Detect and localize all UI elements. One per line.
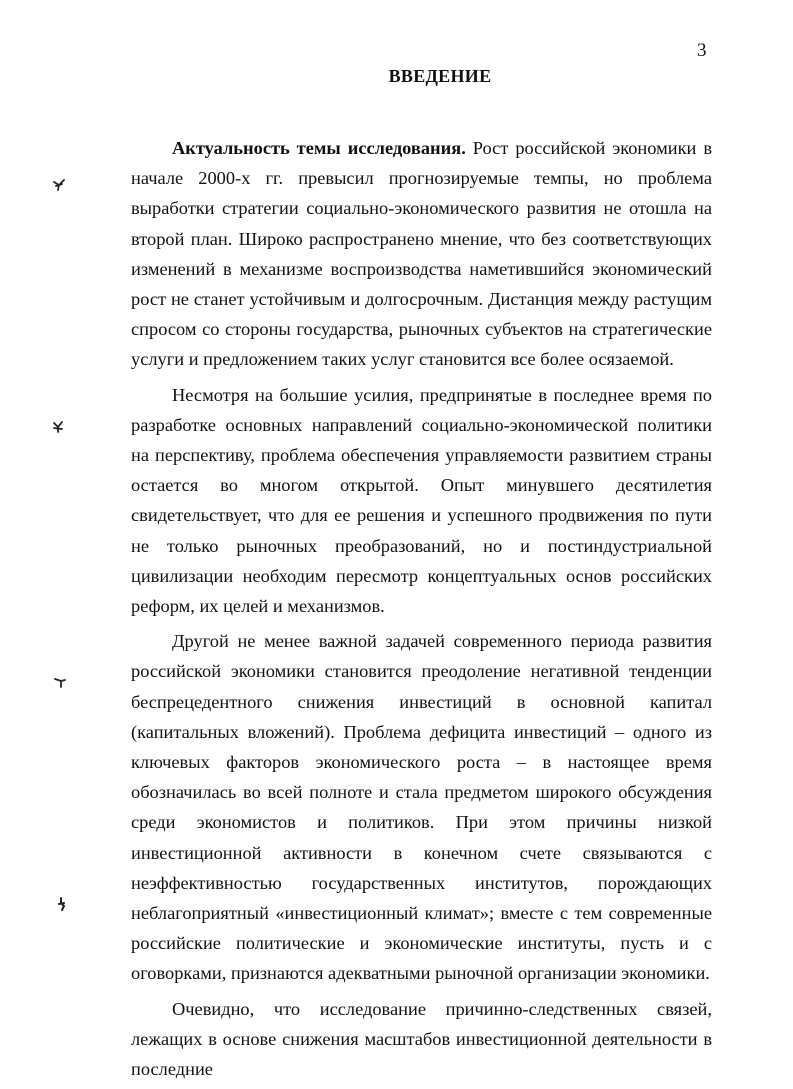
ink-mark-icon bbox=[51, 420, 65, 434]
paragraph-1-lead: Актуальность темы исследования. bbox=[172, 138, 466, 158]
ink-mark-icon bbox=[55, 897, 69, 911]
ink-mark-icon bbox=[53, 675, 67, 689]
paragraph-4: Очевидно, что исследование причинно-следственных связей, лежащих в основе снижения масштабов инвестиционной деятельности в последние bbox=[131, 998, 712, 1080]
paragraph-1 bbox=[131, 133, 712, 375]
section-title: ВВЕДЕНИЕ bbox=[388, 66, 492, 86]
ink-mark-icon bbox=[52, 177, 66, 191]
paragraph-3: Другой не менее важной задачей современного периода развития российской экономики становится преодоление негативной тенденции беспрецедентного снижения инвестиций в основной капитал (капитальных вложений). Проблема дефицита инвестиций – одного из ключевых факторов экономического роста – в настоящее время обозначилась во всей полноте и стала предметом широкого обсуждения среди экономистов и политиков. При этом причины низкой инвестиционной активности в конечном счете связываются с неэффективностью государственных институтов, порождающих неблагоприятный «инвестиционный климат»; вместе с тем современные российские политические и экономические институты, пусть и с оговорками, признаются адекватными рыночной организации экономики. bbox=[131, 631, 712, 984]
body-text bbox=[131, 133, 712, 1089]
paragraph-2: Несмотря на большие усилия, предпринятые в последнее время по разработке основных направлений социально-экономической политики на перспективу, проблема обеспечения управляемости развитием страны остается во многом открытой. Опыт минувшего десятилетия свидетельствует, что для ее решения и успешного продвижения по пути не только рыночных преобразований, но и постиндустриальной цивилизации необходим пересмотр концептуальных основ российских реформ, их целей и механизмов. bbox=[131, 384, 712, 617]
page-number: 3 bbox=[697, 40, 707, 61]
paragraph-1-text: Рост российской экономики в начале 2000-х гг. превысил прогнозируемые темпы, но проблема выработки стратегии социально-экономического развития не отошла на второй план. Широко распространено мнение, что без соответствующих изменений в механизме воспроизводства наметившийся экономический рост не станет устойчивым и долгосрочным. Дистанция между растущим спросом со стороны государства, рыночных субъектов на стратегические услуги и предложением таких услуг становится все более осязаемой. bbox=[131, 138, 713, 370]
